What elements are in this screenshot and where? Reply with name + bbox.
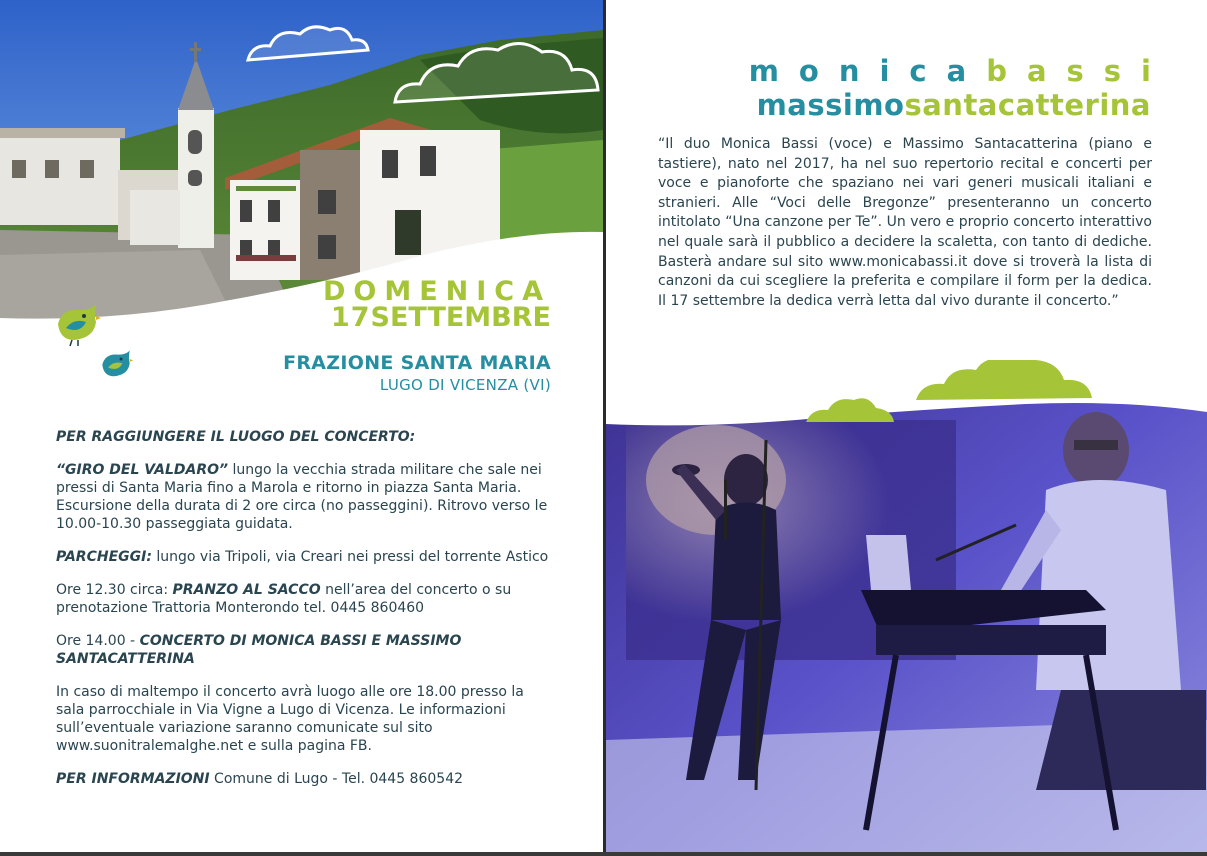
per-info-text: Comune di Lugo - Tel. 0445 860542	[209, 771, 464, 787]
name-monica: monica	[748, 54, 987, 88]
pranzo-pre: Ore 12.30 circa:	[56, 582, 173, 598]
pranzo-title: PRANZO AL SACCO	[172, 582, 321, 598]
location-main: FRAZIONE SANTA MARIA	[283, 352, 551, 374]
name-massimo: massimo	[756, 88, 905, 122]
concert-photo	[606, 360, 1207, 856]
concerto-pre: Ore 14.00 -	[56, 633, 140, 649]
name-bassi: bassi	[986, 54, 1171, 88]
event-date	[331, 302, 551, 333]
info-giro	[56, 461, 556, 533]
giro-text: lungo la vecchia strada militare che sale nei pressi di Santa Maria fino a Marola e ritorno in piazza Santa Maria. Escursione della durata di 2 ore circa (no passeggini). Ritrovo verso le 10.00-10.30 passeggiata guidata.	[56, 462, 548, 532]
event-day: DOMENICA	[322, 276, 551, 307]
performer-names	[748, 54, 1171, 122]
name-massimo-santacatterina	[749, 88, 1151, 122]
location-sub: LUGO DI VICENZA (VI)	[379, 376, 551, 394]
per-info-title: PER INFORMAZIONI	[56, 771, 210, 787]
info-heading: PER RAGGIUNGERE IL LUOGO DEL CONCERTO:	[56, 429, 416, 445]
parcheggi-title: PARCHEGGI:	[56, 549, 152, 565]
info-maltempo: In caso di maltempo il concerto avrà luogo alle ore 18.00 presso la sala parrocchiale in Via Vigne a Lugo di Vicenza. Le informazioni sull’eventuale variazione saranno comunicate sul sito www.suonitralemalghe.net e sulla pagina FB.	[56, 684, 524, 754]
parcheggi-text: lungo via Tripoli, via Creari nei pressi del torrente Astico	[151, 549, 549, 565]
pranzo-text: nell’area del concerto o su prenotazione Trattoria Monterondo tel. 0445 860460	[56, 582, 512, 616]
info-contatti	[56, 770, 556, 788]
event-date-month: SETTEMBRE	[370, 302, 551, 333]
info-parcheggi	[56, 548, 556, 566]
info-pranzo	[56, 581, 556, 617]
small-bird-icon	[98, 346, 134, 382]
name-monica-bassi	[749, 54, 1171, 88]
event-date-number: 17	[330, 302, 371, 333]
bird-icon	[52, 298, 102, 348]
left-page	[0, 0, 603, 856]
info-concerto	[56, 632, 556, 668]
event-location	[283, 352, 551, 394]
name-santacatterina: santacatterina	[904, 88, 1151, 122]
bottom-edge	[0, 852, 1207, 856]
event-info	[56, 428, 556, 803]
concerto-title: CONCERTO DI MONICA BASSI E MASSIMO SANTACATTERINA	[56, 633, 462, 667]
right-page	[606, 0, 1207, 856]
duo-description: “Il duo Monica Bassi (voce) e Massimo Santacatterina (piano e tastiere), nato nel 2017, ha nel suo repertorio recital e concerti per voce e pianoforte che spaziano nei vari generi musicali italiani e stranieri. Alle “Voci delle Bregonze” presenteranno un concerto intitolato “Una canzone per Te”. Un vero e proprio concerto interattivo nel quale sarà il pubblico a decidere la scaletta, con tanto di dediche. Basterà andare sul sito www.monicabassi.it dove si troverà la lista di canzoni da cui scegliere la preferita e compilare il form per la dedica. Il 17 settembre la dedica verrà letta dal vivo durante il concerto.”	[658, 136, 1152, 309]
giro-title: “GIRO DEL VALDARO”	[56, 462, 229, 478]
